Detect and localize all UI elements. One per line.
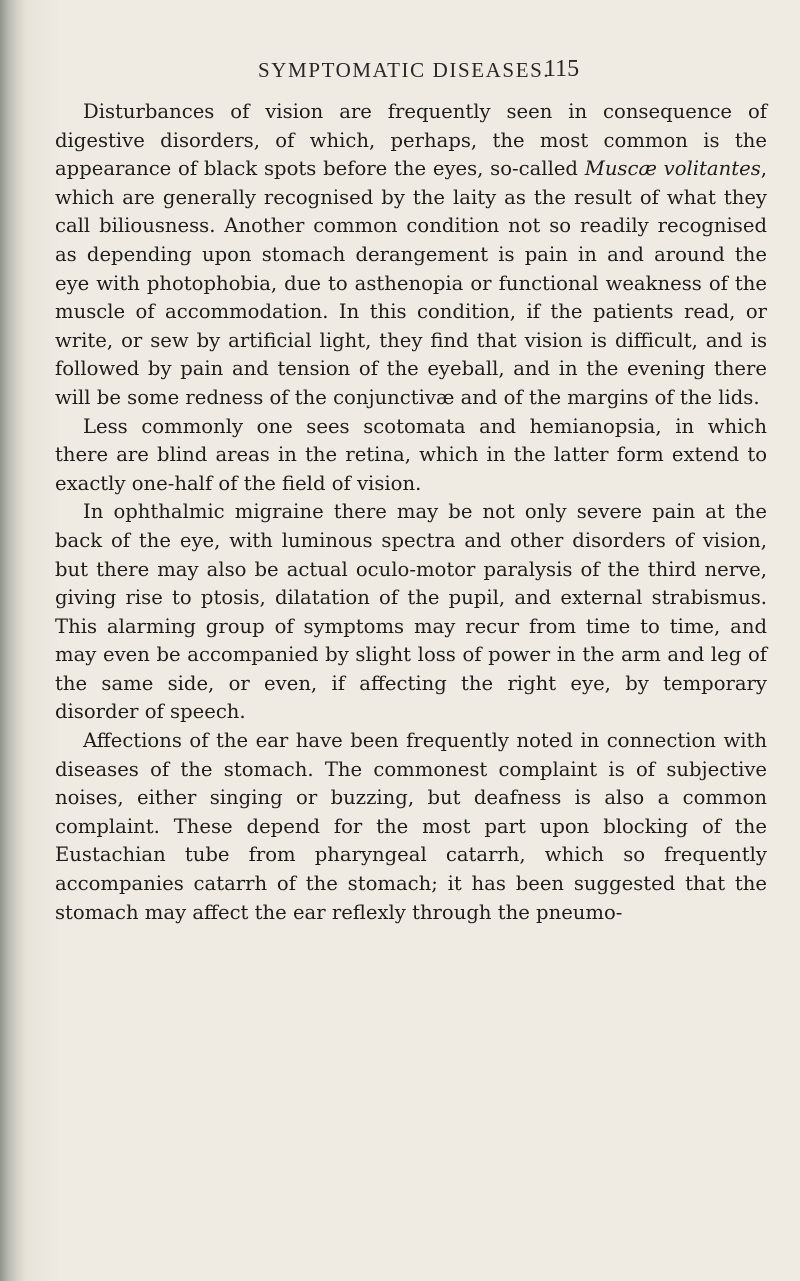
paragraph-text: Disturbances of vision are frequently seen in consequence of digestive disorders, of which, perhaps, the most common is the appearance of black spots before the eyes, so-called [55,100,767,181]
paragraph-text: Less commonly one sees scotomata and hemianopsia, in which there are blind areas in the retina, which in the latter form extend to exactly one-half of the field of vision. [55,414,767,495]
italic-term: Muscæ volitantes [584,157,761,181]
paragraph-text: , which are generally recognised by the laity as the result of what they call biliousness. Another common condition not so readily recognised as depending upon stomach derangement is pain in and around the eye with photophobia, due to asthenopia or functional weakness of the muscle of accommodation. In this condition, if the patients read, or write, or sew by artificial light, they find that vision is difficult, and is followed by pain and tension of the eyeball, and in the evening there will be some redness of the conjunctivæ and of the margins of the lids. [55,157,767,409]
body-text [55,98,767,927]
paragraph [55,98,767,413]
paragraph-text: Affections of the ear have been frequently noted in connection with diseases of the stomach. The commonest complaint is of subjective noises, either singing or buzzing, but deafness is also a common complaint. These depend for the most part upon blocking of the Eustachian tube from pharyngeal catarrh, which so frequently accompanies catarrh of the stomach; it has been suggested that the stomach may affect the ear reflexly through the pneumo- [55,729,767,924]
page-gutter-shadow [0,0,26,1281]
page-header [258,58,778,88]
paragraph-text: In ophthalmic migraine there may be not only severe pain at the back of the eye, with luminous spectra and other disorders of vision, but there may also be actual oculo-motor paralysis of the third nerve, giving rise to ptosis, dilatation of the pupil, and external strabismus. This alarming group of symptoms may recur from time to time, and may even be accompanied by slight loss of power in the arm and leg of the same side, or even, if affecting the right eye, by temporary disorder of speech. [55,500,767,724]
running-title: SYMPTOMATIC DISEASES. [258,58,551,82]
paragraph [55,413,767,499]
paragraph [55,727,767,927]
page-number: 115 [544,56,580,82]
paragraph [55,498,767,727]
